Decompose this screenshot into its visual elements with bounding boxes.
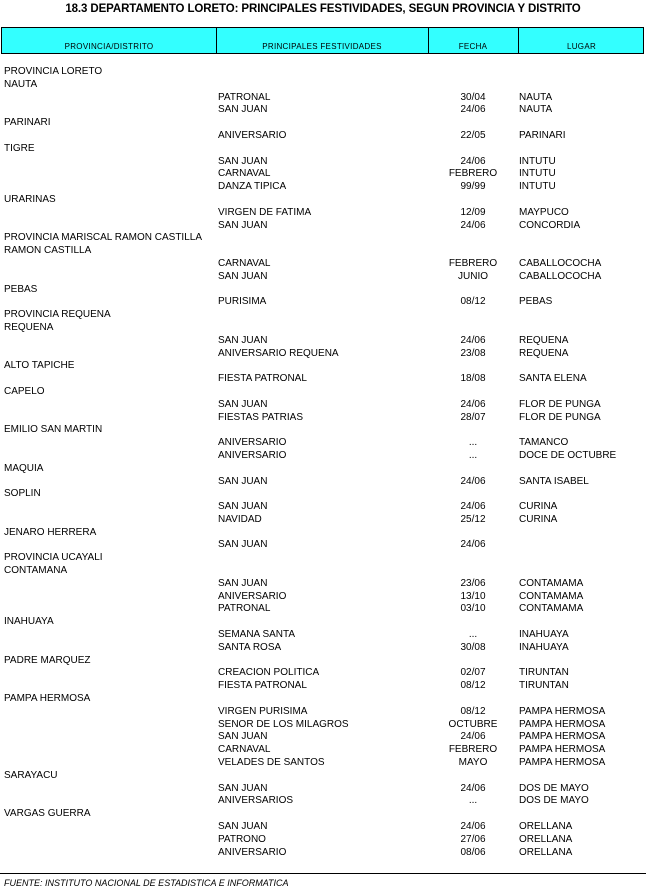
cell-provincia: URARINAS	[4, 193, 56, 205]
cell-fecha: FEBRERO	[448, 257, 498, 269]
table-row	[0, 143, 646, 156]
table-row	[0, 386, 646, 399]
cell-festividad: CREACION POLITICA	[218, 667, 320, 679]
cell-lugar: ORELLANA	[519, 821, 573, 833]
cell-fecha: 23/08	[460, 347, 486, 359]
cell-provincia: RAMON CASTILLA	[4, 245, 92, 257]
cell-festividad: PATRONAL	[218, 603, 271, 615]
column-header-provincia: PROVINCIA/DISTRITO	[64, 42, 154, 51]
cell-lugar: FLOR DE PUNGA	[519, 398, 601, 410]
table-row	[0, 591, 646, 604]
cell-provincia: PADRE MARQUEZ	[4, 654, 91, 666]
cell-lugar: REQUENA	[519, 347, 569, 359]
table-row	[0, 578, 646, 591]
cell-lugar: CABALLOCOCHA	[519, 270, 602, 282]
cell-lugar: CURINA	[519, 501, 558, 513]
cell-festividad: SAN JUAN	[218, 104, 268, 116]
cell-fecha: 25/12	[460, 513, 486, 525]
table-row	[0, 757, 646, 770]
cell-festividad: NAVIDAD	[218, 513, 262, 525]
cell-fecha: 30/04	[460, 91, 486, 103]
table-row	[0, 770, 646, 783]
cell-festividad: SAN JUAN	[218, 501, 268, 513]
table-row	[0, 399, 646, 412]
footer-rule	[0, 873, 646, 874]
table-row	[0, 168, 646, 181]
cell-festividad: SAN JUAN	[218, 334, 268, 346]
cell-lugar: INTUTU	[519, 155, 556, 167]
cell-fecha: 24/06	[460, 155, 486, 167]
cell-festividad: FIESTA PATRONAL	[218, 373, 307, 385]
cell-fecha: MAYO	[458, 757, 488, 769]
column-header-lugar: LUGAR	[566, 42, 597, 51]
cell-lugar: MAYPUCO	[519, 206, 569, 218]
cell-festividad: ANIVERSARIO	[218, 129, 287, 141]
cell-fecha: 24/06	[460, 398, 486, 410]
cell-festividad: SAN JUAN	[218, 475, 268, 487]
cell-fecha: 23/06	[460, 577, 486, 589]
cell-lugar: DOCE DE OCTUBRE	[519, 449, 617, 461]
table-row	[0, 437, 646, 450]
table-row	[0, 156, 646, 169]
table-row	[0, 117, 646, 130]
cell-fecha: 03/10	[460, 603, 486, 615]
table-row	[0, 565, 646, 578]
table-row	[0, 693, 646, 706]
table-row	[0, 731, 646, 744]
cell-festividad: FIESTA PATRONAL	[218, 680, 307, 692]
table-row	[0, 514, 646, 527]
cell-provincia: SARAYACU	[4, 769, 58, 781]
cell-lugar: INAHUAYA	[519, 641, 569, 653]
table-row	[0, 284, 646, 297]
table-row	[0, 79, 646, 92]
table-row	[0, 92, 646, 105]
cell-fecha: 24/06	[460, 782, 486, 794]
cell-festividad: CARNAVAL	[218, 168, 271, 180]
table-row	[0, 373, 646, 386]
table-row	[0, 655, 646, 668]
cell-lugar: TIRUNTAN	[519, 667, 569, 679]
cell-festividad: SAN JUAN	[218, 821, 268, 833]
table-row	[0, 552, 646, 565]
table-row	[0, 527, 646, 540]
cell-fecha: OCTUBRE	[448, 718, 498, 730]
table-row	[0, 834, 646, 847]
cell-fecha: ...	[468, 437, 478, 449]
table-row	[0, 680, 646, 693]
table-row	[0, 783, 646, 796]
cell-lugar: PARINARI	[519, 129, 566, 141]
cell-provincia: PROVINCIA UCAYALI	[4, 552, 103, 564]
cell-lugar: PAMPA HERMOSA	[519, 731, 606, 743]
cell-provincia: REQUENA	[4, 321, 54, 333]
table-row	[0, 271, 646, 284]
cell-fecha: 24/06	[460, 539, 486, 551]
cell-festividad: DANZA TIPICA	[218, 181, 287, 193]
table-row	[0, 130, 646, 143]
cell-festividad: SAN JUAN	[218, 539, 268, 551]
cell-lugar: FLOR DE PUNGA	[519, 411, 601, 423]
cell-festividad: PURISIMA	[218, 296, 267, 308]
cell-festividad: SAN JUAN	[218, 270, 268, 282]
cell-lugar: PAMPA HERMOSA	[519, 757, 606, 769]
cell-lugar: DOS DE MAYO	[519, 795, 589, 807]
cell-festividad: CARNAVAL	[218, 744, 271, 756]
cell-fecha: 30/08	[460, 641, 486, 653]
cell-festividad: ANIVERSARIO	[218, 437, 287, 449]
table-row	[0, 348, 646, 361]
cell-festividad: SEMANA SANTA	[218, 629, 296, 641]
cell-lugar: SANTA ELENA	[519, 373, 587, 385]
cell-festividad: SAN JUAN	[218, 398, 268, 410]
table-row	[0, 642, 646, 655]
cell-festividad: ANIVERSARIO REQUENA	[218, 347, 339, 359]
table-row	[0, 296, 646, 309]
table-body	[0, 66, 646, 859]
cell-fecha: 02/07	[460, 667, 486, 679]
cell-festividad: PATRONAL	[218, 91, 271, 103]
cell-provincia: SOPLIN	[4, 488, 41, 500]
source-note: FUENTE: INSTITUTO NACIONAL DE ESTADISTICA E INFORMATICA	[4, 878, 289, 888]
cell-festividad: VIRGEN PURISIMA	[218, 705, 308, 717]
cell-provincia: MAQUIA	[4, 462, 44, 474]
cell-festividad: ANIVERSARIO	[218, 590, 287, 602]
table-row	[0, 808, 646, 821]
table-row	[0, 232, 646, 245]
cell-festividad: FIESTAS PATRIAS	[218, 411, 304, 423]
cell-provincia: PAMPA HERMOSA	[4, 693, 91, 705]
table-row	[0, 719, 646, 732]
cell-lugar: DOS DE MAYO	[519, 782, 589, 794]
cell-festividad: ANIVERSARIOS	[218, 795, 294, 807]
cell-lugar: NAUTA	[519, 104, 553, 116]
cell-lugar: TAMANCO	[519, 437, 569, 449]
cell-lugar: PAMPA HERMOSA	[519, 705, 606, 717]
table-row	[0, 412, 646, 425]
cell-lugar: CONCORDIA	[519, 219, 581, 231]
cell-festividad: VELADES DE SANTOS	[218, 757, 325, 769]
cell-provincia: PROVINCIA REQUENA	[4, 309, 111, 321]
cell-fecha: 12/09	[460, 206, 486, 218]
table-row	[0, 322, 646, 335]
cell-provincia: PEBAS	[4, 283, 38, 295]
cell-festividad: SAN JUAN	[218, 155, 268, 167]
table-row	[0, 309, 646, 322]
table-row	[0, 194, 646, 207]
table-row	[0, 795, 646, 808]
table-row	[0, 450, 646, 463]
cell-fecha: JUNIO	[458, 270, 488, 282]
cell-fecha: ...	[468, 449, 478, 461]
cell-provincia: PROVINCIA MARISCAL RAMON CASTILLA	[4, 232, 203, 244]
cell-fecha: 24/06	[460, 475, 486, 487]
table-row	[0, 360, 646, 373]
cell-fecha: 08/12	[460, 296, 486, 308]
cell-lugar: NAUTA	[519, 91, 553, 103]
cell-lugar: INAHUAYA	[519, 629, 569, 641]
cell-fecha: 24/06	[460, 219, 486, 231]
table-row	[0, 220, 646, 233]
cell-lugar: CABALLOCOCHA	[519, 257, 602, 269]
table-row	[0, 424, 646, 437]
cell-fecha: 18/08	[460, 373, 486, 385]
cell-festividad: SAN JUAN	[218, 782, 268, 794]
cell-lugar: REQUENA	[519, 334, 569, 346]
page-title: 18.3 DEPARTAMENTO LORETO: PRINCIPALES FESTIVIDADES, SEGUN PROVINCIA Y DISTRITO	[65, 3, 581, 15]
table-row	[0, 258, 646, 271]
cell-festividad: SAN JUAN	[218, 577, 268, 589]
cell-lugar: INTUTU	[519, 181, 556, 193]
cell-festividad: CARNAVAL	[218, 257, 271, 269]
cell-fecha: 28/07	[460, 411, 486, 423]
table-row	[0, 501, 646, 514]
table-row	[0, 629, 646, 642]
table-row	[0, 463, 646, 476]
cell-provincia: VARGAS GUERRA	[4, 808, 91, 820]
cell-festividad: VIRGEN DE FATIMA	[218, 206, 312, 218]
cell-fecha: ...	[468, 629, 478, 641]
cell-lugar: ORELLANA	[519, 846, 573, 858]
cell-fecha: 27/06	[460, 833, 486, 845]
cell-lugar: CONTAMAMA	[519, 603, 584, 615]
table-row	[0, 744, 646, 757]
cell-festividad: ANIVERSARIO	[218, 449, 287, 461]
cell-lugar: ORELLANA	[519, 833, 573, 845]
cell-fecha: 24/06	[460, 731, 486, 743]
table-row	[0, 706, 646, 719]
cell-fecha: 22/05	[460, 129, 486, 141]
table-row	[0, 488, 646, 501]
cell-lugar: PEBAS	[519, 296, 553, 308]
cell-provincia: EMILIO SAN MARTIN	[4, 424, 103, 436]
cell-fecha: 99/99	[460, 181, 486, 193]
cell-lugar: SANTA ISABEL	[519, 475, 589, 487]
cell-fecha: 24/06	[460, 334, 486, 346]
cell-lugar: TIRUNTAN	[519, 680, 569, 692]
table-row	[0, 245, 646, 258]
cell-provincia: TIGRE	[4, 142, 35, 154]
table-row	[0, 66, 646, 79]
cell-fecha: ...	[468, 795, 478, 807]
cell-lugar: PAMPA HERMOSA	[519, 744, 606, 756]
cell-festividad: SAN JUAN	[218, 219, 268, 231]
table-header	[1, 27, 644, 54]
table-row	[0, 104, 646, 117]
cell-lugar: INTUTU	[519, 168, 556, 180]
cell-festividad: PATRONO	[218, 833, 266, 845]
table-row	[0, 667, 646, 680]
table-row	[0, 207, 646, 220]
cell-festividad: SENOR DE LOS MILAGROS	[218, 718, 349, 730]
cell-provincia: ALTO TAPICHE	[4, 360, 75, 372]
table-row	[0, 181, 646, 194]
cell-festividad: SANTA ROSA	[218, 641, 282, 653]
cell-lugar: CONTAMAMA	[519, 590, 584, 602]
cell-lugar: PAMPA HERMOSA	[519, 718, 606, 730]
cell-fecha: 24/06	[460, 821, 486, 833]
cell-fecha: 24/06	[460, 501, 486, 513]
cell-fecha: 13/10	[460, 590, 486, 602]
cell-festividad: SAN JUAN	[218, 731, 268, 743]
cell-provincia: NAUTA	[4, 78, 38, 90]
cell-fecha: FEBRERO	[448, 744, 498, 756]
cell-fecha: 08/06	[460, 846, 486, 858]
cell-festividad: ANIVERSARIO	[218, 846, 287, 858]
table-row	[0, 847, 646, 860]
cell-fecha: 08/12	[460, 680, 486, 692]
cell-provincia: JENARO HERRERA	[4, 526, 97, 538]
cell-lugar: CONTAMAMA	[519, 577, 584, 589]
column-header-festividades: PRINCIPALES FESTIVIDADES	[262, 42, 382, 51]
cell-provincia: PARINARI	[4, 117, 51, 129]
column-header-fecha: FECHA	[458, 42, 488, 51]
cell-provincia: INAHUAYA	[4, 616, 54, 628]
table-row	[0, 539, 646, 552]
cell-provincia: PROVINCIA LORETO	[4, 66, 103, 77]
cell-fecha: 24/06	[460, 104, 486, 116]
table-row	[0, 335, 646, 348]
cell-provincia: CAPELO	[4, 385, 45, 397]
table-row	[0, 821, 646, 834]
table-row	[0, 603, 646, 616]
cell-lugar: CURINA	[519, 513, 558, 525]
table-row	[0, 616, 646, 629]
cell-provincia: CONTAMANA	[4, 565, 68, 577]
cell-fecha: 08/12	[460, 705, 486, 717]
table-row	[0, 476, 646, 489]
cell-fecha: FEBRERO	[448, 168, 498, 180]
